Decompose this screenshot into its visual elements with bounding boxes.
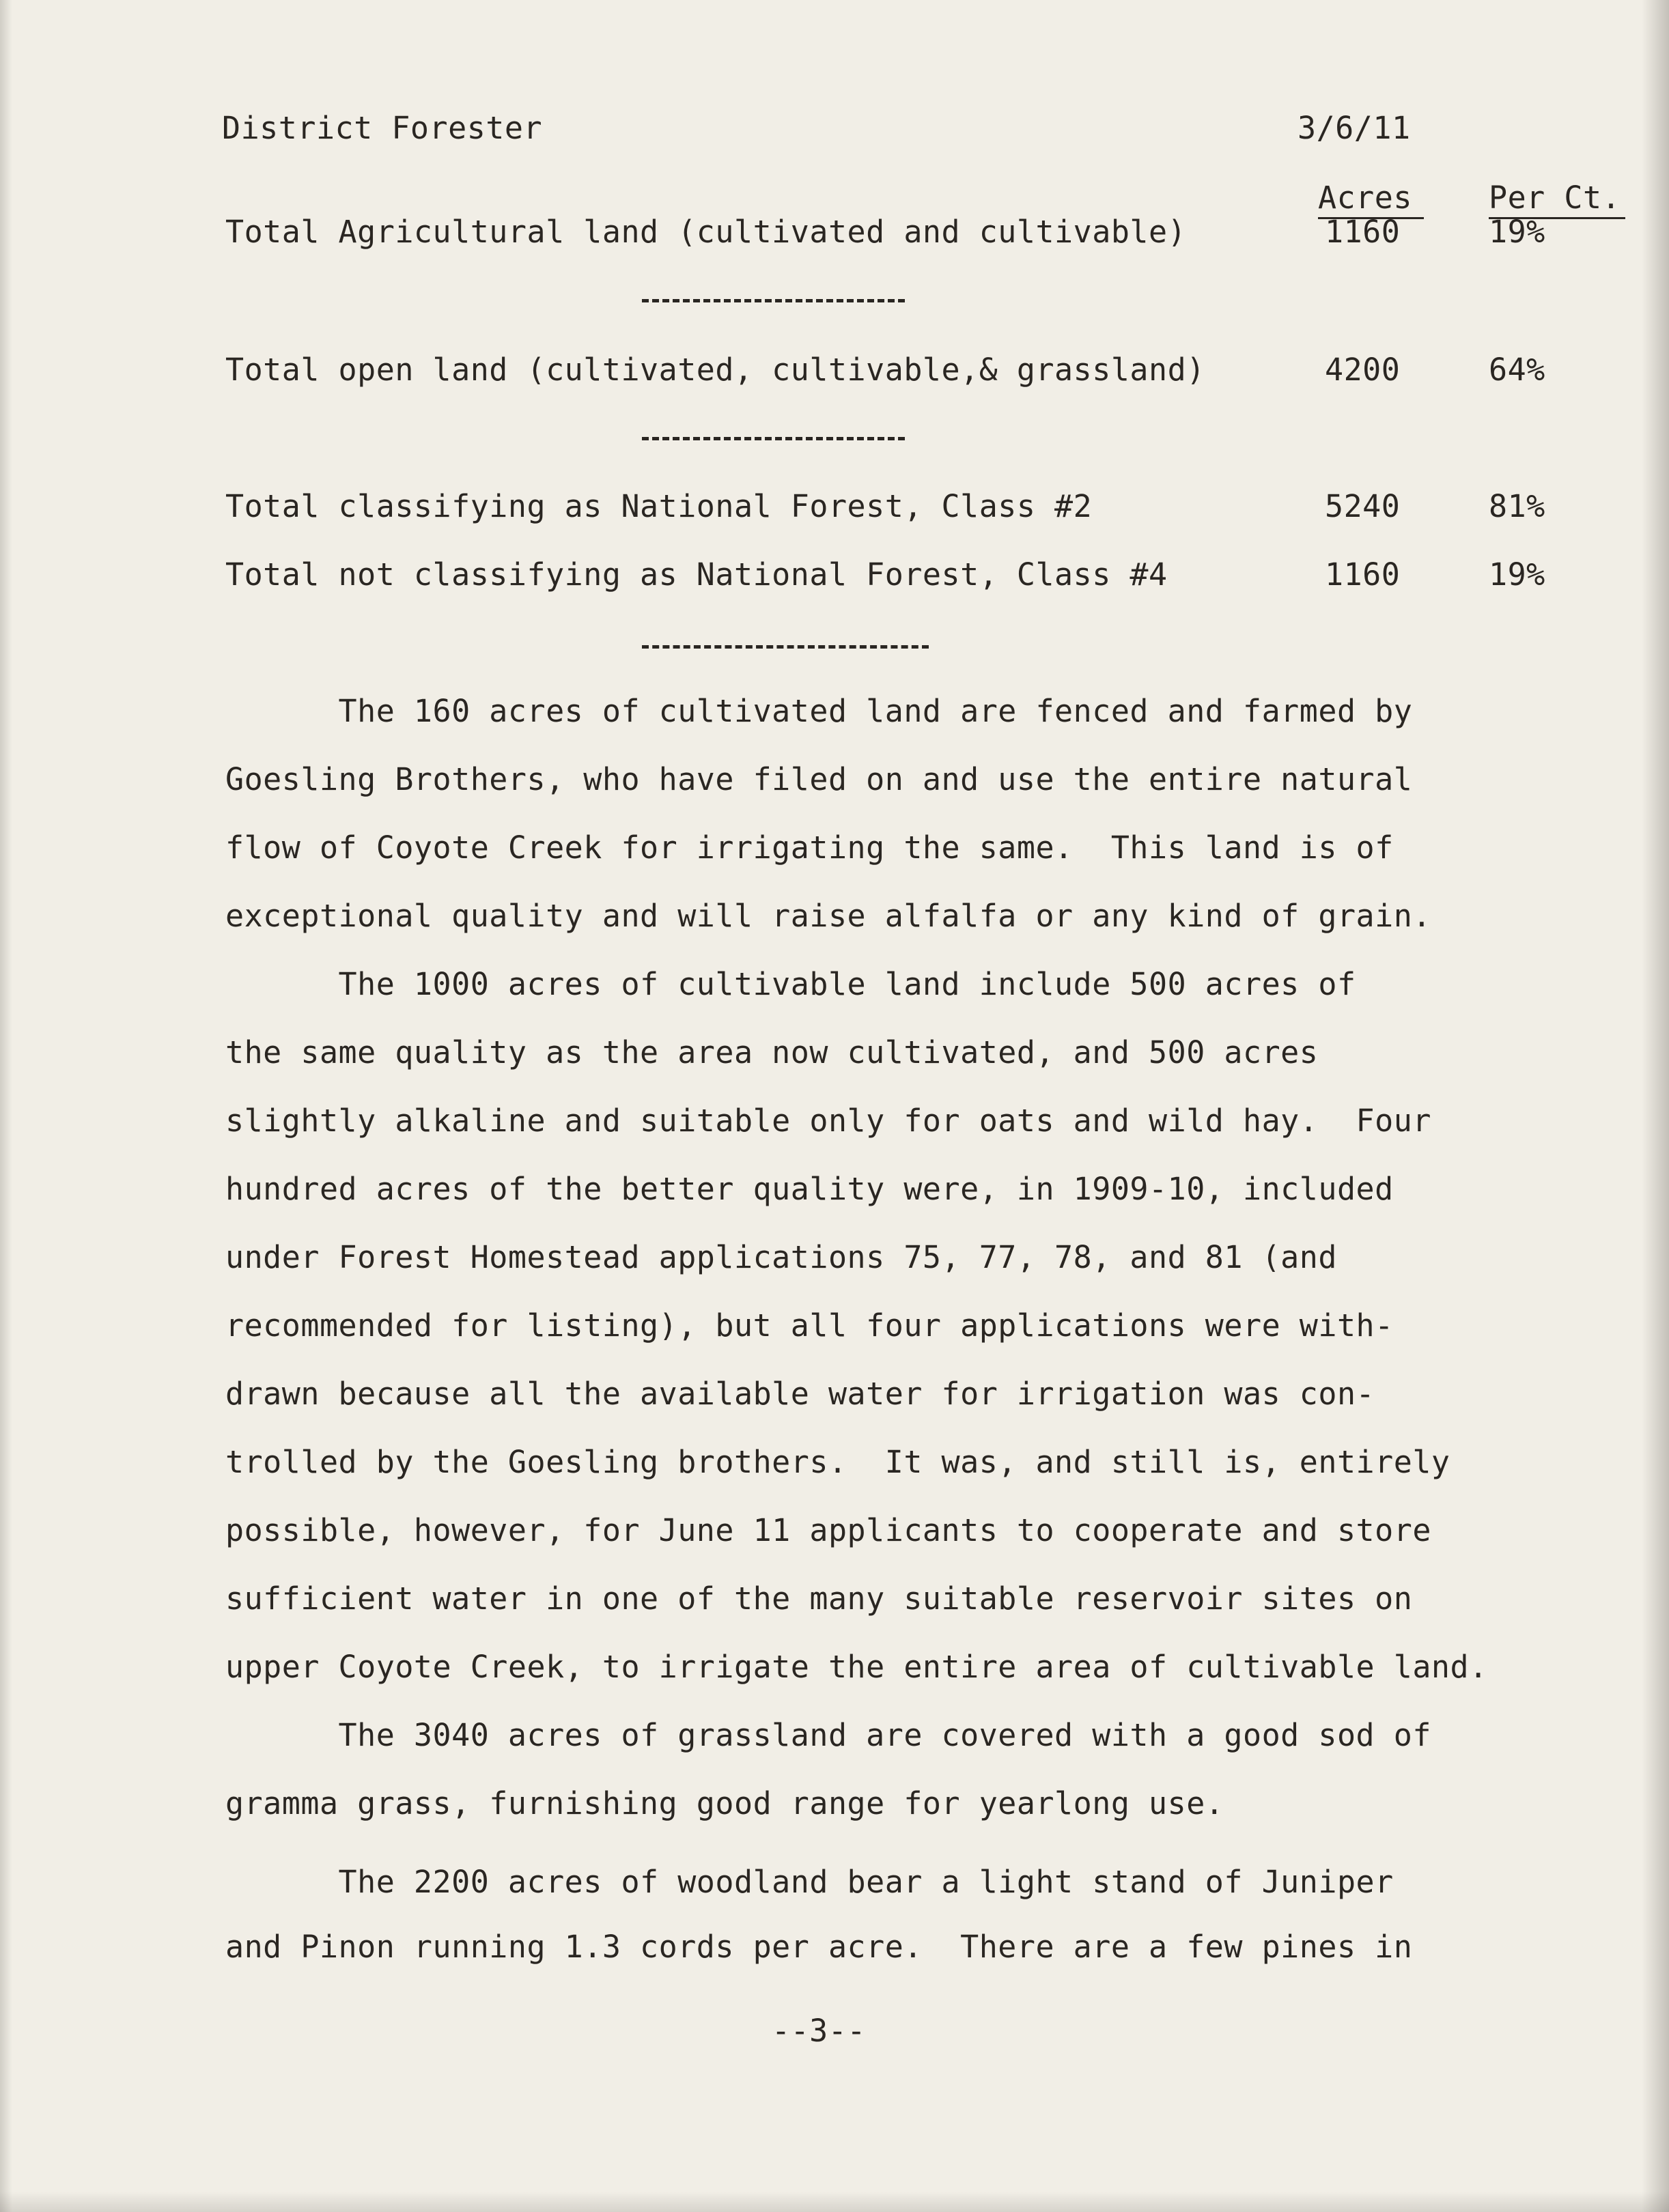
body-line: slightly alkaline and suitable only for oats and wild hay. Four — [225, 1103, 1431, 1139]
row-percent: 19% — [1489, 556, 1545, 593]
row-percent: 81% — [1489, 488, 1545, 524]
page-number: --3-- — [772, 2013, 866, 2049]
row-acres: 1160 — [1325, 556, 1401, 593]
row-acres: 4200 — [1325, 352, 1401, 388]
body-line: The 2200 acres of woodland bear a light stand of Juniper — [225, 1864, 1394, 1900]
row-label: Total Agricultural land (cultivated and cultivable) — [225, 214, 1187, 250]
body-line: The 3040 acres of grassland are covered with a good sod of — [225, 1717, 1431, 1753]
body-line: hundred acres of the better quality were, in 1909-10, included — [225, 1171, 1394, 1207]
body-line: exceptional quality and will raise alfalfa or any kind of grain. — [225, 898, 1431, 934]
row-label: Total classifying as National Forest, Class #2 — [225, 488, 1093, 524]
body-line: trolled by the Goesling brothers. It was, and still is, entirely — [225, 1444, 1450, 1480]
separator-rule — [642, 645, 929, 649]
body-line: Goesling Brothers, who have filed on and use the entire natural — [225, 761, 1413, 797]
body-line: gramma grass, furnishing good range for yearlong use. — [225, 1785, 1224, 1821]
body-line: and Pinon running 1.3 cords per acre. There are a few pines in — [225, 1929, 1413, 1965]
column-header-percent: Per Ct. — [1489, 180, 1621, 216]
body-line: The 1000 acres of cultivable land include 500 acres of — [225, 966, 1356, 1002]
body-line: sufficient water in one of the many suitable reservoir sites on — [225, 1580, 1413, 1617]
body-line: upper Coyote Creek, to irrigate the entire area of cultivable land. — [225, 1649, 1488, 1685]
body-line: The 160 acres of cultivated land are fenced and farmed by — [225, 693, 1413, 729]
row-label: Total not classifying as National Forest, Class #4 — [225, 556, 1168, 593]
body-line: flow of Coyote Creek for irrigating the same. This land is of — [225, 830, 1394, 866]
row-percent: 19% — [1489, 214, 1545, 250]
body-line: the same quality as the area now cultivated, and 500 acres — [225, 1034, 1319, 1070]
column-header-acres: Acres — [1318, 180, 1412, 216]
row-label: Total open land (cultivated, cultivable,& grassland) — [225, 352, 1205, 388]
separator-rule — [642, 437, 905, 440]
body-line: drawn because all the available water for irrigation was con- — [225, 1376, 1375, 1412]
body-line: under Forest Homestead applications 75, 77, 78, and 81 (and — [225, 1239, 1337, 1275]
scan-edge-right — [1642, 0, 1669, 2212]
body-line: possible, however, for June 11 applicants to cooperate and store — [225, 1512, 1431, 1548]
scan-edge-bottom — [0, 2192, 1669, 2212]
row-acres: 5240 — [1325, 488, 1401, 524]
scan-edge-left — [0, 0, 12, 2212]
row-percent: 64% — [1489, 352, 1545, 388]
separator-rule — [642, 299, 905, 302]
body-line: recommended for listing), but all four applications were with- — [225, 1307, 1394, 1344]
row-acres: 1160 — [1325, 214, 1401, 250]
recipient-heading: District Forester — [222, 110, 543, 146]
document-date: 3/6/11 — [1298, 110, 1411, 146]
